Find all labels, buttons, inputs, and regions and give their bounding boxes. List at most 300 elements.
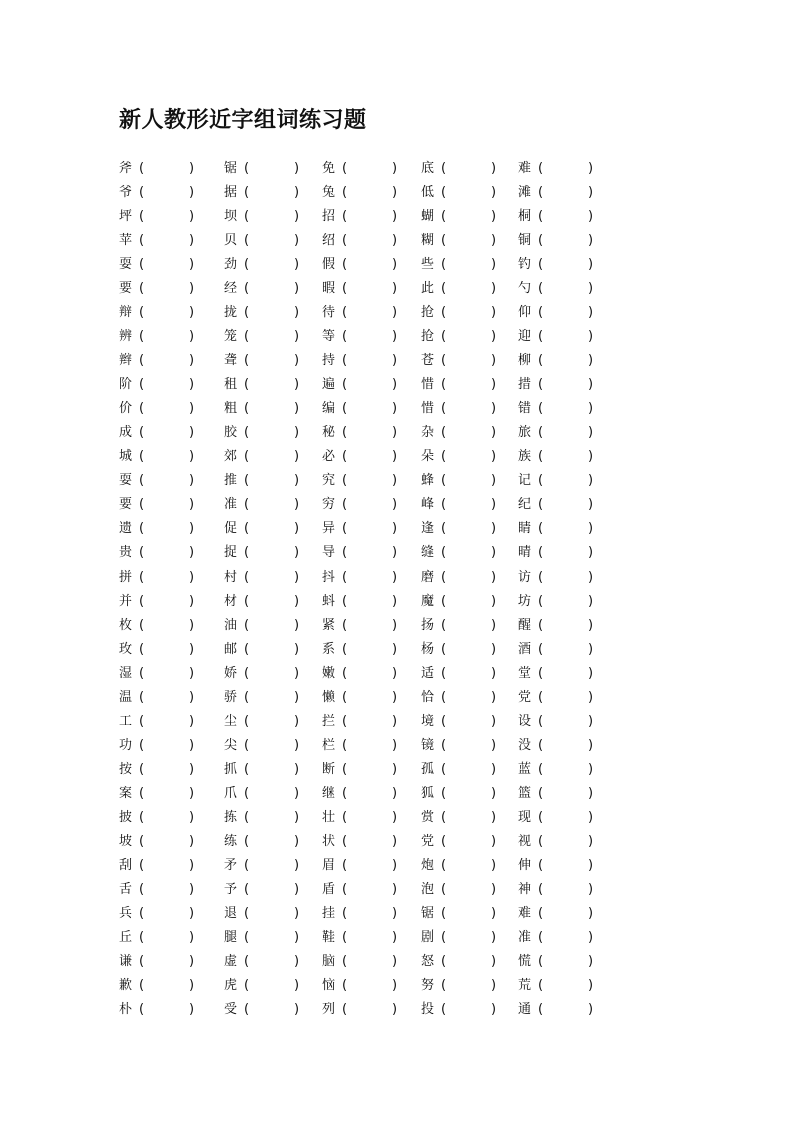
exercise-character: 招 — [322, 209, 336, 225]
exercise-character: 党 — [518, 689, 532, 705]
answer-paren-close: ) — [392, 593, 398, 609]
answer-paren-open: ( — [139, 329, 145, 345]
exercise-character: 睛 — [518, 521, 532, 537]
answer-paren-open: ( — [441, 809, 447, 825]
answer-paren-close: ) — [588, 521, 594, 537]
exercise-character: 逢 — [421, 521, 435, 537]
exercise-character: 据 — [224, 185, 238, 201]
answer-paren-open: ( — [342, 425, 348, 441]
answer-paren-open: ( — [441, 473, 447, 489]
answer-paren-close: ) — [491, 978, 497, 994]
answer-paren-open: ( — [538, 449, 544, 465]
answer-paren-open: ( — [139, 593, 145, 609]
answer-paren-close: ) — [588, 545, 594, 561]
answer-paren-close: ) — [491, 857, 497, 873]
exercise-character: 醒 — [518, 617, 532, 633]
answer-paren-close: ) — [588, 401, 594, 417]
answer-paren-close: ) — [294, 521, 300, 537]
answer-paren-open: ( — [538, 1002, 544, 1018]
exercise-character: 阶 — [119, 377, 133, 393]
exercise-character: 党 — [421, 833, 435, 849]
exercise-character: 恼 — [322, 978, 336, 994]
answer-paren-open: ( — [342, 257, 348, 273]
exercise-character: 旅 — [518, 425, 532, 441]
answer-paren-open: ( — [342, 881, 348, 897]
answer-paren-close: ) — [294, 761, 300, 777]
exercise-character: 努 — [421, 978, 435, 994]
answer-paren-close: ) — [189, 689, 195, 705]
answer-paren-open: ( — [342, 785, 348, 801]
answer-paren-close: ) — [189, 929, 195, 945]
exercise-character: 嫩 — [322, 665, 336, 681]
answer-paren-close: ) — [491, 257, 497, 273]
answer-paren-open: ( — [538, 305, 544, 321]
answer-paren-open: ( — [342, 473, 348, 489]
exercise-character: 适 — [421, 665, 435, 681]
answer-paren-open: ( — [538, 401, 544, 417]
exercise-character: 紧 — [322, 617, 336, 633]
answer-paren-open: ( — [342, 401, 348, 417]
exercise-character: 披 — [119, 809, 133, 825]
answer-paren-open: ( — [441, 281, 447, 297]
answer-paren-open: ( — [139, 473, 145, 489]
answer-paren-close: ) — [189, 569, 195, 585]
answer-paren-open: ( — [139, 353, 145, 369]
answer-paren-open: ( — [538, 593, 544, 609]
answer-paren-open: ( — [342, 641, 348, 657]
exercise-character: 并 — [119, 593, 133, 609]
answer-paren-close: ) — [491, 329, 497, 345]
answer-paren-open: ( — [139, 545, 145, 561]
answer-paren-close: ) — [189, 353, 195, 369]
answer-paren-open: ( — [244, 857, 250, 873]
answer-paren-close: ) — [294, 449, 300, 465]
answer-paren-close: ) — [588, 953, 594, 969]
answer-paren-open: ( — [538, 161, 544, 176]
answer-paren-close: ) — [294, 833, 300, 849]
page-title: 新人教形近字组词练习题 — [119, 107, 367, 133]
answer-paren-open: ( — [441, 305, 447, 321]
answer-paren-close: ) — [588, 209, 594, 225]
exercise-character: 镜 — [421, 737, 435, 753]
answer-paren-close: ) — [189, 905, 195, 921]
exercise-character: 工 — [119, 713, 133, 729]
answer-paren-close: ) — [392, 473, 398, 489]
answer-paren-close: ) — [392, 185, 398, 201]
answer-paren-open: ( — [139, 713, 145, 729]
exercise-character: 等 — [322, 329, 336, 345]
answer-paren-close: ) — [588, 641, 594, 657]
answer-paren-close: ) — [588, 689, 594, 705]
answer-paren-open: ( — [244, 953, 250, 969]
exercise-character: 成 — [119, 425, 133, 441]
answer-paren-open: ( — [139, 425, 145, 441]
answer-paren-open: ( — [441, 161, 447, 176]
answer-paren-open: ( — [441, 353, 447, 369]
answer-paren-close: ) — [392, 665, 398, 681]
answer-paren-open: ( — [538, 569, 544, 585]
exercise-character: 朵 — [421, 449, 435, 465]
answer-paren-open: ( — [342, 353, 348, 369]
exercise-character: 鞋 — [322, 929, 336, 945]
answer-paren-close: ) — [588, 161, 594, 176]
answer-paren-close: ) — [588, 425, 594, 441]
exercise-character: 坡 — [119, 833, 133, 849]
exercise-character: 惜 — [421, 401, 435, 417]
answer-paren-open: ( — [342, 761, 348, 777]
exercise-character: 坊 — [518, 593, 532, 609]
exercise-character: 泡 — [421, 881, 435, 897]
answer-paren-close: ) — [189, 641, 195, 657]
answer-paren-close: ) — [294, 209, 300, 225]
exercise-character: 堂 — [518, 665, 532, 681]
answer-paren-open: ( — [538, 761, 544, 777]
answer-paren-open: ( — [244, 161, 250, 176]
answer-paren-close: ) — [491, 617, 497, 633]
answer-paren-open: ( — [441, 257, 447, 273]
answer-paren-close: ) — [189, 857, 195, 873]
exercise-character: 蝴 — [421, 209, 435, 225]
answer-paren-close: ) — [588, 377, 594, 393]
exercise-character: 系 — [322, 641, 336, 657]
exercise-character: 耍 — [119, 473, 133, 489]
answer-paren-close: ) — [392, 857, 398, 873]
answer-paren-open: ( — [244, 665, 250, 681]
answer-paren-open: ( — [538, 281, 544, 297]
answer-paren-close: ) — [588, 833, 594, 849]
answer-paren-close: ) — [294, 377, 300, 393]
answer-paren-open: ( — [244, 737, 250, 753]
exercise-character: 退 — [224, 905, 238, 921]
answer-paren-open: ( — [244, 449, 250, 465]
exercise-character: 贵 — [119, 545, 133, 561]
exercise-character: 难 — [518, 905, 532, 921]
answer-paren-close: ) — [294, 497, 300, 513]
exercise-character: 遗 — [119, 521, 133, 537]
answer-paren-open: ( — [538, 713, 544, 729]
answer-paren-open: ( — [441, 833, 447, 849]
answer-paren-open: ( — [342, 737, 348, 753]
answer-paren-close: ) — [392, 161, 398, 176]
answer-paren-open: ( — [139, 377, 145, 393]
answer-paren-open: ( — [538, 641, 544, 657]
exercise-character: 蓝 — [518, 761, 532, 777]
exercise-character: 功 — [119, 737, 133, 753]
answer-paren-open: ( — [342, 497, 348, 513]
exercise-character: 玫 — [119, 641, 133, 657]
exercise-character: 温 — [119, 689, 133, 705]
answer-paren-close: ) — [294, 329, 300, 345]
answer-paren-open: ( — [342, 713, 348, 729]
exercise-character: 神 — [518, 881, 532, 897]
answer-paren-close: ) — [588, 905, 594, 921]
exercise-character: 低 — [421, 185, 435, 201]
exercise-character: 娇 — [224, 665, 238, 681]
answer-paren-open: ( — [342, 857, 348, 873]
answer-paren-open: ( — [139, 209, 145, 225]
answer-paren-close: ) — [588, 929, 594, 945]
exercise-character: 湿 — [119, 665, 133, 681]
exercise-character: 怒 — [421, 953, 435, 969]
answer-paren-open: ( — [139, 617, 145, 633]
answer-paren-open: ( — [244, 617, 250, 633]
answer-paren-close: ) — [294, 425, 300, 441]
answer-paren-open: ( — [342, 281, 348, 297]
answer-paren-close: ) — [491, 809, 497, 825]
answer-paren-close: ) — [294, 305, 300, 321]
answer-paren-close: ) — [392, 905, 398, 921]
answer-paren-close: ) — [491, 377, 497, 393]
exercise-character: 列 — [322, 1002, 336, 1018]
answer-paren-open: ( — [538, 953, 544, 969]
exercise-character: 练 — [224, 833, 238, 849]
answer-paren-open: ( — [244, 905, 250, 921]
answer-paren-close: ) — [491, 593, 497, 609]
answer-paren-open: ( — [244, 185, 250, 201]
answer-paren-close: ) — [294, 545, 300, 561]
exercise-character: 投 — [421, 1002, 435, 1018]
answer-paren-open: ( — [139, 641, 145, 657]
answer-paren-close: ) — [491, 785, 497, 801]
answer-paren-open: ( — [441, 929, 447, 945]
answer-paren-close: ) — [189, 425, 195, 441]
answer-paren-open: ( — [244, 377, 250, 393]
answer-paren-close: ) — [189, 953, 195, 969]
answer-paren-open: ( — [538, 257, 544, 273]
exercise-character: 断 — [322, 761, 336, 777]
answer-paren-close: ) — [588, 329, 594, 345]
exercise-character: 拦 — [322, 713, 336, 729]
exercise-character: 必 — [322, 449, 336, 465]
exercise-character: 聋 — [224, 353, 238, 369]
exercise-character: 耍 — [119, 257, 133, 273]
answer-paren-open: ( — [538, 617, 544, 633]
answer-paren-open: ( — [244, 689, 250, 705]
answer-paren-close: ) — [392, 521, 398, 537]
answer-paren-open: ( — [342, 1002, 348, 1018]
exercise-character: 酒 — [518, 641, 532, 657]
answer-paren-close: ) — [189, 978, 195, 994]
answer-paren-open: ( — [441, 857, 447, 873]
answer-paren-open: ( — [342, 905, 348, 921]
exercise-character: 编 — [322, 401, 336, 417]
exercise-character: 粗 — [224, 401, 238, 417]
exercise-character: 仰 — [518, 305, 532, 321]
answer-paren-open: ( — [342, 377, 348, 393]
exercise-character: 绍 — [322, 233, 336, 249]
answer-paren-open: ( — [441, 978, 447, 994]
answer-paren-open: ( — [538, 233, 544, 249]
answer-paren-open: ( — [244, 569, 250, 585]
answer-paren-open: ( — [342, 209, 348, 225]
answer-paren-close: ) — [491, 521, 497, 537]
answer-paren-close: ) — [392, 761, 398, 777]
answer-paren-open: ( — [139, 953, 145, 969]
answer-paren-close: ) — [491, 713, 497, 729]
answer-paren-open: ( — [441, 377, 447, 393]
exercise-character: 抢 — [421, 305, 435, 321]
answer-paren-open: ( — [538, 329, 544, 345]
answer-paren-open: ( — [139, 449, 145, 465]
answer-paren-close: ) — [491, 281, 497, 297]
answer-paren-open: ( — [244, 978, 250, 994]
answer-paren-open: ( — [244, 521, 250, 537]
answer-paren-open: ( — [244, 329, 250, 345]
answer-paren-open: ( — [244, 761, 250, 777]
answer-paren-close: ) — [588, 857, 594, 873]
answer-paren-close: ) — [588, 881, 594, 897]
answer-paren-close: ) — [491, 497, 497, 513]
answer-paren-open: ( — [139, 1002, 145, 1018]
answer-paren-open: ( — [538, 978, 544, 994]
answer-paren-close: ) — [491, 545, 497, 561]
answer-paren-close: ) — [294, 929, 300, 945]
exercise-character: 视 — [518, 833, 532, 849]
answer-paren-open: ( — [342, 593, 348, 609]
answer-paren-close: ) — [294, 809, 300, 825]
exercise-character: 受 — [224, 1002, 238, 1018]
exercise-character: 导 — [322, 545, 336, 561]
answer-paren-close: ) — [491, 665, 497, 681]
answer-paren-open: ( — [441, 665, 447, 681]
answer-paren-open: ( — [244, 209, 250, 225]
exercise-character: 爪 — [224, 785, 238, 801]
exercise-character: 迎 — [518, 329, 532, 345]
answer-paren-close: ) — [491, 761, 497, 777]
answer-paren-open: ( — [244, 497, 250, 513]
answer-paren-close: ) — [491, 569, 497, 585]
exercise-character: 族 — [518, 449, 532, 465]
answer-paren-open: ( — [441, 761, 447, 777]
exercise-character: 勺 — [518, 281, 532, 297]
exercise-character: 孤 — [421, 761, 435, 777]
answer-paren-close: ) — [189, 257, 195, 273]
answer-paren-close: ) — [189, 713, 195, 729]
answer-paren-open: ( — [139, 761, 145, 777]
answer-paren-open: ( — [139, 809, 145, 825]
answer-paren-close: ) — [392, 209, 398, 225]
exercise-character: 拣 — [224, 809, 238, 825]
exercise-character: 荒 — [518, 978, 532, 994]
answer-paren-close: ) — [491, 305, 497, 321]
answer-paren-open: ( — [244, 257, 250, 273]
answer-paren-open: ( — [538, 785, 544, 801]
answer-paren-open: ( — [538, 497, 544, 513]
answer-paren-close: ) — [294, 569, 300, 585]
answer-paren-open: ( — [538, 833, 544, 849]
answer-paren-close: ) — [294, 233, 300, 249]
exercise-character: 矛 — [224, 857, 238, 873]
exercise-character: 虎 — [224, 978, 238, 994]
answer-paren-close: ) — [392, 737, 398, 753]
answer-paren-close: ) — [189, 329, 195, 345]
exercise-character: 辩 — [119, 305, 133, 321]
answer-paren-open: ( — [244, 473, 250, 489]
answer-paren-open: ( — [139, 185, 145, 201]
exercise-character: 桐 — [518, 209, 532, 225]
answer-paren-open: ( — [244, 809, 250, 825]
exercise-character: 慌 — [518, 953, 532, 969]
exercise-character: 村 — [224, 569, 238, 585]
answer-paren-open: ( — [538, 545, 544, 561]
exercise-character: 尘 — [224, 713, 238, 729]
answer-paren-close: ) — [189, 545, 195, 561]
answer-paren-close: ) — [392, 881, 398, 897]
answer-paren-close: ) — [392, 1002, 398, 1018]
answer-paren-close: ) — [491, 953, 497, 969]
exercise-character: 柳 — [518, 353, 532, 369]
answer-paren-close: ) — [189, 737, 195, 753]
answer-paren-open: ( — [538, 881, 544, 897]
answer-paren-close: ) — [294, 665, 300, 681]
answer-paren-close: ) — [189, 833, 195, 849]
answer-paren-close: ) — [588, 281, 594, 297]
exercise-character: 兔 — [322, 185, 336, 201]
answer-paren-close: ) — [392, 929, 398, 945]
exercise-character: 价 — [119, 401, 133, 417]
exercise-character: 丘 — [119, 929, 133, 945]
exercise-character: 抓 — [224, 761, 238, 777]
answer-paren-close: ) — [189, 497, 195, 513]
exercise-character: 盾 — [322, 881, 336, 897]
answer-paren-close: ) — [294, 1002, 300, 1018]
answer-paren-close: ) — [294, 161, 300, 176]
exercise-character: 油 — [224, 617, 238, 633]
answer-paren-close: ) — [392, 257, 398, 273]
answer-paren-open: ( — [441, 329, 447, 345]
exercise-character: 没 — [518, 737, 532, 753]
answer-paren-open: ( — [441, 209, 447, 225]
answer-paren-close: ) — [491, 737, 497, 753]
answer-paren-close: ) — [189, 473, 195, 489]
exercise-character: 坪 — [119, 209, 133, 225]
answer-paren-close: ) — [491, 1002, 497, 1018]
answer-paren-open: ( — [244, 305, 250, 321]
answer-paren-open: ( — [244, 545, 250, 561]
exercise-character: 胶 — [224, 425, 238, 441]
exercise-character: 促 — [224, 521, 238, 537]
exercise-character: 准 — [518, 929, 532, 945]
answer-paren-close: ) — [189, 185, 195, 201]
exercise-character: 郊 — [224, 449, 238, 465]
answer-paren-close: ) — [392, 353, 398, 369]
exercise-character: 此 — [421, 281, 435, 297]
answer-paren-open: ( — [342, 161, 348, 176]
exercise-character: 栏 — [322, 737, 336, 753]
answer-paren-close: ) — [588, 1002, 594, 1018]
answer-paren-close: ) — [392, 617, 398, 633]
answer-paren-close: ) — [491, 905, 497, 921]
answer-paren-close: ) — [588, 497, 594, 513]
answer-paren-close: ) — [491, 161, 497, 176]
answer-paren-close: ) — [588, 761, 594, 777]
answer-paren-close: ) — [294, 281, 300, 297]
answer-paren-close: ) — [392, 449, 398, 465]
exercise-character: 纪 — [518, 497, 532, 513]
answer-paren-close: ) — [491, 929, 497, 945]
answer-paren-close: ) — [588, 473, 594, 489]
answer-paren-open: ( — [538, 929, 544, 945]
exercise-character: 魔 — [421, 593, 435, 609]
answer-paren-close: ) — [491, 641, 497, 657]
answer-paren-open: ( — [139, 785, 145, 801]
answer-paren-close: ) — [491, 425, 497, 441]
answer-paren-open: ( — [139, 233, 145, 249]
exercise-character: 兵 — [119, 905, 133, 921]
answer-paren-open: ( — [244, 425, 250, 441]
answer-paren-close: ) — [588, 257, 594, 273]
answer-paren-close: ) — [189, 401, 195, 417]
